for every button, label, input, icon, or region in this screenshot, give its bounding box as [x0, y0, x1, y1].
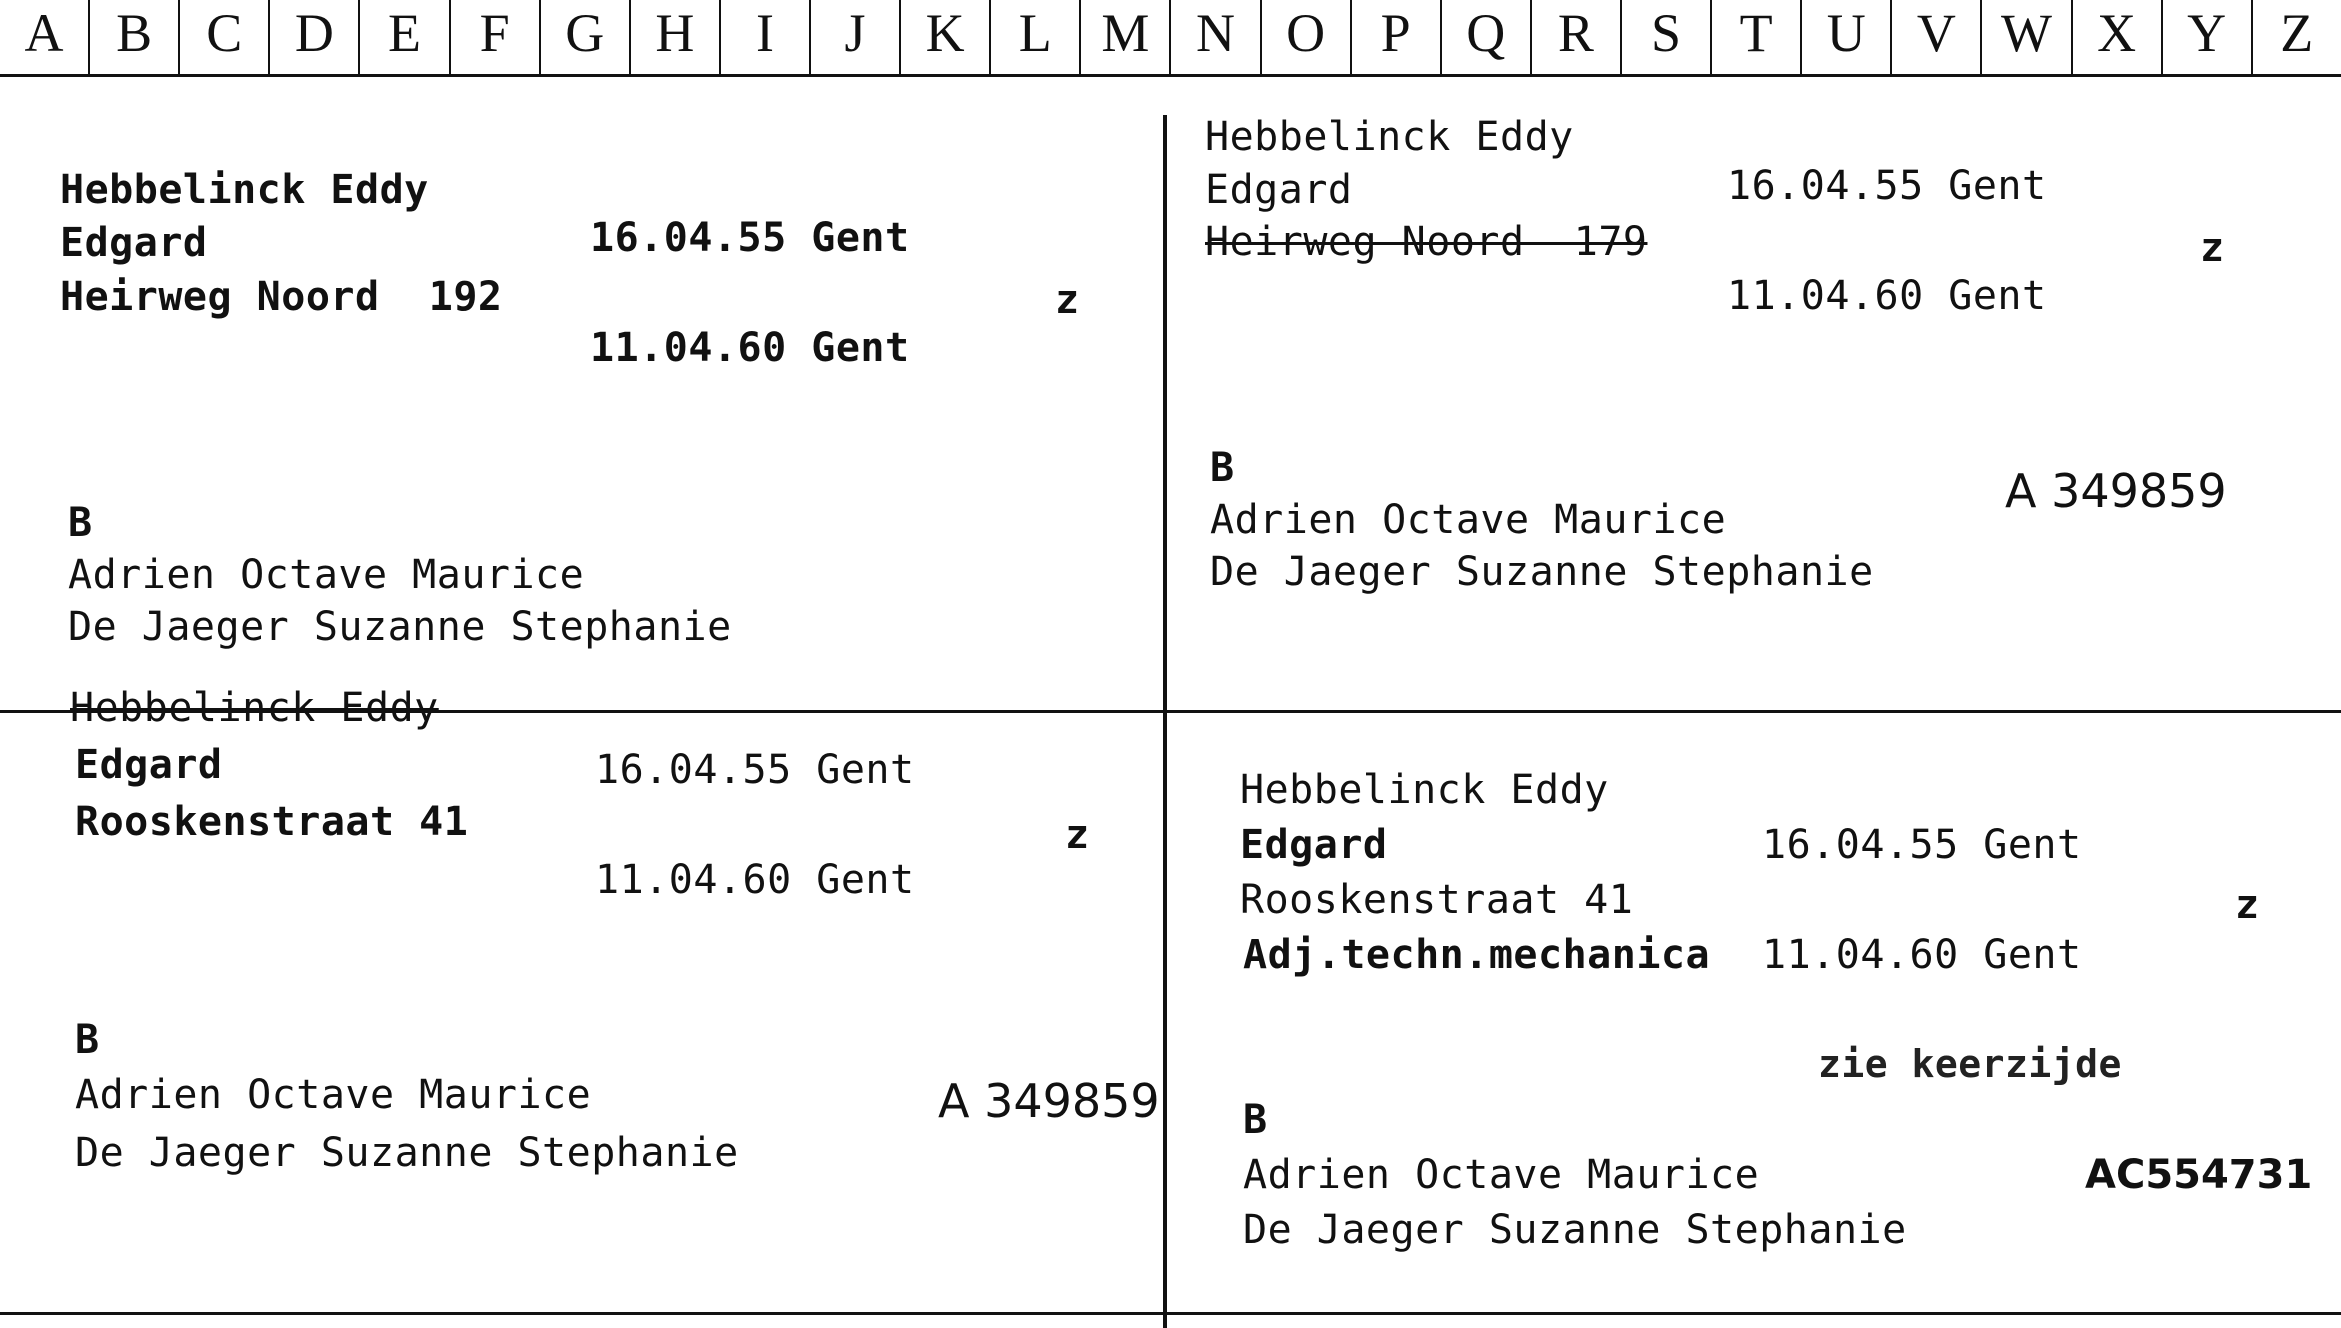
alpha-letter: L — [991, 0, 1081, 74]
id-number: AC554731 — [2085, 1152, 2313, 1198]
address: Heirweg Noord 192 — [60, 274, 503, 320]
id-number: A 349859 — [938, 1074, 1160, 1128]
alpha-letter: V — [1892, 0, 1982, 74]
alpha-letter: P — [1352, 0, 1442, 74]
alpha-letter: J — [811, 0, 901, 74]
alpha-letter: Q — [1442, 0, 1532, 74]
status-mark: z — [2200, 225, 2225, 271]
father-name: Adrien Octave Maurice — [1243, 1152, 1760, 1198]
alpha-letter: R — [1532, 0, 1622, 74]
registration-date-place: 11.04.60 Gent — [590, 325, 910, 371]
registration-date-place: 11.04.60 Gent — [1727, 273, 2047, 319]
id-number: A 349859 — [2005, 464, 2227, 518]
alpha-letter: A — [0, 0, 90, 74]
card-divider-vertical — [1163, 115, 1167, 1328]
address: Rooskenstraat 41 — [1240, 877, 1634, 923]
alpha-letter: K — [901, 0, 991, 74]
alpha-letter: S — [1622, 0, 1712, 74]
person-name: Hebbelinck Eddy — [1205, 114, 1574, 160]
alpha-letter: X — [2073, 0, 2163, 74]
alphabet-index-strip — [0, 0, 2341, 77]
card-divider-bottom — [0, 1312, 2341, 1315]
person-name-struck-through: Hebbelinck Eddy — [70, 685, 439, 731]
alpha-letter: N — [1171, 0, 1261, 74]
alpha-letter: W — [1982, 0, 2072, 74]
category-code: B — [1243, 1097, 1268, 1143]
first-names: Edgard — [1240, 822, 1388, 868]
alpha-letter: E — [360, 0, 450, 74]
person-name: Hebbelinck Eddy — [1240, 767, 1609, 813]
alpha-letter: I — [721, 0, 811, 74]
father-name: Adrien Octave Maurice — [68, 552, 585, 598]
mother-name: De Jaeger Suzanne Stephanie — [1243, 1207, 1907, 1253]
father-name: Adrien Octave Maurice — [75, 1072, 592, 1118]
mother-name: De Jaeger Suzanne Stephanie — [1210, 549, 1874, 595]
alpha-letter: F — [451, 0, 541, 74]
alpha-letter: T — [1712, 0, 1802, 74]
registration-date-place: 11.04.60 Gent — [1762, 932, 2082, 978]
alpha-letter: H — [631, 0, 721, 74]
first-names: Edgard — [75, 742, 223, 788]
birth-date-place: 16.04.55 Gent — [1762, 822, 2082, 868]
alpha-letter: B — [90, 0, 180, 74]
birth-date-place: 16.04.55 Gent — [1727, 163, 2047, 209]
category-code: B — [68, 500, 93, 546]
person-name: Hebbelinck Eddy — [60, 167, 429, 213]
address: Rooskenstraat 41 — [75, 799, 469, 845]
alpha-letter: G — [541, 0, 631, 74]
address-struck-through: Heirweg Noord 179 — [1205, 219, 1648, 265]
first-names: Edgard — [60, 220, 208, 266]
alpha-letter: D — [270, 0, 360, 74]
father-name: Adrien Octave Maurice — [1210, 497, 1727, 543]
mother-name: De Jaeger Suzanne Stephanie — [68, 604, 732, 650]
occupation: Adj.techn.mechanica — [1243, 932, 1711, 978]
category-code: B — [1210, 445, 1235, 491]
alpha-letter: Y — [2163, 0, 2253, 74]
birth-date-place: 16.04.55 Gent — [590, 215, 910, 261]
birth-date-place: 16.04.55 Gent — [595, 747, 915, 793]
alpha-letter: O — [1262, 0, 1352, 74]
first-names: Edgard — [1205, 167, 1353, 213]
registration-date-place: 11.04.60 Gent — [595, 857, 915, 903]
status-mark: z — [2235, 882, 2260, 928]
category-code: B — [75, 1017, 100, 1063]
alpha-letter: M — [1081, 0, 1171, 74]
status-mark: z — [1055, 277, 1080, 323]
mother-name: De Jaeger Suzanne Stephanie — [75, 1130, 739, 1176]
reverse-side-note: zie keerzijde — [1818, 1042, 2122, 1086]
status-mark: z — [1065, 812, 1090, 858]
alpha-letter: C — [180, 0, 270, 74]
alpha-letter: Z — [2280, 3, 2314, 63]
alpha-letter: U — [1802, 0, 1892, 74]
